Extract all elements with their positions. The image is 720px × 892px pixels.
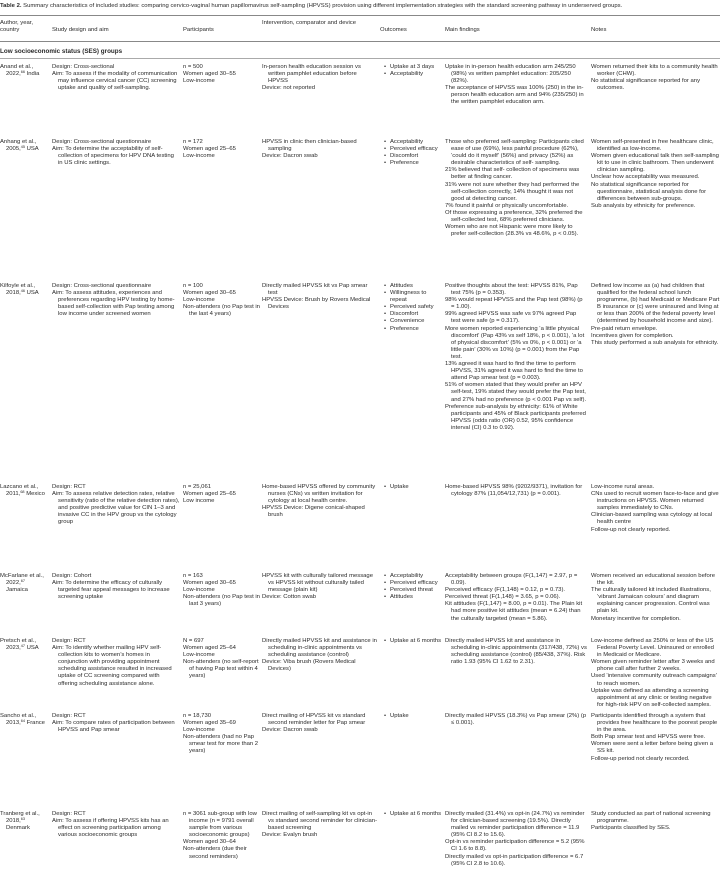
main-findings-cell [445,573,587,623]
main-findings-item: Home-based HPVSS 98% (9202/9371), invitation for cytology 87% (11,054/12,731) (p = 0.001). [445,484,583,498]
outcomes-item: • Preference [380,160,442,167]
main-findings-cell [445,283,587,432]
intervention-item: Directly mailed HPVSS kit vs Pap smear test [262,283,368,297]
participants-item: Non-attenders (no Pap test in last 3 years) [183,594,260,608]
notes-item: Defined low income as (a) had children that qualified for the federal school lunch programme, (b) had Medicaid or Medicare Part B insurance or (c) were uninsured and living at or less than 200% of the federal poverty level (determined by household income and size). [591,283,720,325]
intervention-cell [262,573,378,601]
participants-item: n = 172 [183,139,203,145]
participants-item: Women aged 30–65 [183,290,236,297]
author-cell [0,283,48,297]
author-citation [0,638,48,652]
outcomes-item: • Convenience [380,318,442,325]
participants-item: Low-income [183,153,215,160]
header-design: Study design and aim [52,27,109,33]
intervention-cell [262,811,378,839]
study-design-item: Aim: To assess if offering HPVSS kits has an effect on screening participation among various socioeconomic groups [52,818,169,839]
author-country: France [26,720,45,727]
header-author: Author, year, country [0,20,34,34]
table-row [0,484,720,534]
notes-cell [591,811,720,832]
participants-cell [183,283,261,318]
main-findings-item: Women who are not Hispanic were more likely to prefer self-collection (28.3% vs 48.6%, p < 0.05). [445,224,579,238]
study-design-item: Design: RCT [52,484,86,490]
author-cell [0,811,48,832]
outcomes-item: • Acceptability [380,139,442,146]
intervention-cell [262,638,378,673]
notes-item: Women returned their kits to a community health worker (CHW). [591,64,718,78]
main-findings-item: Directly mailed (31.4%) vs opt-in (24.7%) vs reminder for clinician-based screening (19.5%). Directly mailed vs reminder participation difference = 11.9 (95% CI 8.2 to 15.6). [445,811,585,839]
participants-item: Low-income [183,297,215,304]
author-country: Mexico [26,491,45,498]
participants-item: Low-income [183,78,215,85]
study-design-item: Design: Cross-sectional [52,64,115,70]
outcomes-item: • Discomfort [380,153,442,160]
main-findings-item: 13% agreed it was hard to find the time to perform HPVSS, 31% agreed it was hard to find the time to attend Pap smear test (p = 0.003). [445,361,583,382]
outcomes-item: • Perceived threat [380,587,442,594]
author-name: McFarlane et al., 2022, [0,573,44,587]
outcomes-cell [380,638,442,645]
participants-item: Women aged 25–64 [183,645,236,652]
main-findings-cell [445,713,587,727]
study-design-item: Design: RCT [52,713,86,719]
notes-item: No statistical significance reported for any outcomes. [591,78,701,92]
main-findings-item: Opt-in vs reminder participation difference = 5.2 (95% CI 1.6 to 8.8). [445,839,585,853]
main-findings-item: Kit attitudes (F(1,147) = 8.00, p = 0.01). The Plain kit had more positive kit attitudes (mean = 6.24) than the culturally targeted (mean = 5.86). [445,601,583,622]
notes-item: Women given reminder letter after 3 weeks and phone call after further 2 weeks. [591,659,715,673]
participants-cell [183,64,261,85]
outcomes-cell [380,64,442,78]
notes-cell [591,713,720,763]
notes-item: The culturally tailored kit included illustrations, ‘vibrant Jamaican colours’ and diagram explaining cancer progression. Control was plain kit. [591,587,711,615]
table-row [0,713,720,763]
intervention-item: In-person health education session vs written pamphlet education before HPVSS [262,64,361,85]
intervention-item: HPVSS in clinic then clinician-based sampling [262,139,357,153]
outcomes-item: • Uptake [380,713,442,720]
author-name: Anand et al., 2022, [0,64,34,78]
outcomes-cell [380,573,442,601]
notes-cell [591,283,720,347]
participants-item: Non-attenders (had no Pap smear test for more than 2 years) [183,734,259,755]
notes-item: Women received an educational session before the kit. [591,573,715,587]
study-design-item: Aim: To assess if the modality of communication may influence cervical cancer (CC) screening uptake and quality of self-sampling. [52,71,178,92]
notes-item: Follow-up period not clearly recorded. [591,755,690,762]
author-cell [0,713,48,727]
study-design-item: Design: Cross-sectional questionnaire [52,283,152,289]
header-intervention: Intervention, comparator and device [262,20,356,26]
main-findings-item: Acceptability between groups (F(1,147) = 2.97, p = 0.09). [445,573,578,587]
reference-number: 46 [20,289,25,294]
participants-item: Women aged 25–65 [183,146,236,153]
study-design-cell [52,64,180,92]
author-country: USA [26,290,39,297]
header-findings: Main findings [445,27,480,33]
author-country: USA [26,146,39,153]
outcomes-item: • Uptake at 6 months [380,811,442,818]
author-citation [0,811,48,832]
study-design-item: Design: RCT [52,638,86,644]
outcomes-item: • Preference [380,326,442,333]
study-design-item: Aim: To determine the efficacy of culturally targeted fear appeal messages to increase screening uptake [52,580,170,601]
main-findings-item: More women reported experiencing ‘a little physical discomfort’ (Pap 43% vs self 18%, p < 0.001), ‘a lot of physical discomfort’ (5% vs 0%, p < 0.001) or ‘a little pain’ (30% vs 10%) (p = 0.001) from the Pap test. [445,325,585,360]
table-caption [0,3,720,10]
reference-number: 47 [20,644,25,649]
author-name: Tranberg et al., 2018, [0,811,40,825]
section-rule [0,58,720,59]
author-citation [0,64,48,78]
intervention-item: HPVSS Device: Digene conical-shaped brush [262,505,365,519]
main-findings-cell [445,811,587,868]
study-design-item: Aim: To assess attitudes, experiences and preferences regarding HPV testing by home-based self-collection with Pap testing among low income under screened women [52,290,175,318]
main-findings-item: Of those expressing a preference, 32% preferred the self-collected test, 68% preferred clinicians. [445,209,583,224]
participants-item: Low-income [183,652,215,659]
participants-cell [183,139,261,160]
intervention-item: Home-based HPVSS offered by community nurses (CNs) vs written invitation for cytology at local health centre. [262,484,376,505]
reference-number: 45 [20,145,25,150]
study-design-cell [52,713,180,734]
main-findings-item: Directly mailed vs opt-in participation difference = 6.7 (95% CI 2.8 to 10.6). [445,853,584,867]
intervention-item: Device: Dacron swab [262,153,318,160]
participants-item: n = 3061 sub-group with low income (n = 9791 overall sample from various socioeconomic groups) [183,811,257,839]
intervention-cell [262,139,378,160]
outcomes-item: • Acceptability [380,573,442,580]
intervention-item: HPVSS kit with culturally tailored message vs HPVSS kit without culturally tailed message (plain kit) [262,573,373,594]
intervention-item: Device: Dacron swab [262,727,318,734]
participants-cell [183,811,261,861]
outcomes-item: • Discomfort [380,311,442,318]
study-design-item: Design: RCT [52,811,86,817]
intervention-item: Device: Cotton swab [262,594,317,601]
author-citation [0,139,48,153]
notes-item: Women given educational talk then self-sampling kit to use in clinic bathroom. Then underwent clinician sampling. [591,153,719,174]
header-outcomes: Outcomes [380,27,407,33]
study-design-item: Aim: To determine the acceptability of self-collection of specimens for HPV DNA testing in US clinic settings. [52,146,174,167]
author-cell [0,573,48,594]
notes-item: Pre-paid return envelope. [591,325,658,332]
reference-number: 66 [20,70,25,75]
participants-item: Women aged 30–64 [183,839,236,846]
main-findings-item: Positive thoughts about the test: HPVSS 81%, Pap test 75% (p = 0.353). [445,283,578,297]
main-findings-cell [445,64,587,107]
notes-item: Low-income rural areas. [591,484,655,490]
participants-item: Women aged 35–69 [183,720,236,727]
study-design-cell [52,811,180,839]
notes-item: Both Pap smear test and HPVSS were free. [591,734,706,741]
reference-number: 64 [20,719,25,724]
intervention-item: Device: Evalyn brush [262,832,318,839]
study-design-item: Design: Cohort [52,573,92,579]
main-findings-item: 7% found it painful or physically uncomfortable. [445,202,569,209]
participants-item: n = 25,061 [183,484,212,490]
notes-item: Uptake was defined as attending a screening appointment at any clinic or testing negative for high-risk HPV on self-collected samples. [591,687,712,708]
header-participants: Participants [183,27,214,33]
intervention-item: HPVSS Device: Brush by Rovers Medical Devices [262,297,371,311]
table-row [0,811,720,868]
participants-item: Non-attenders (no self-report of having Pap test within 4 years) [183,659,259,680]
notes-item: Participants identified through a system that provides free healthcare to the poorest people in the area. [591,713,718,734]
study-design-cell [52,139,180,167]
notes-cell [591,139,720,210]
author-country: India [26,71,40,78]
outcomes-item: • Willingness to repeat [380,290,442,304]
notes-item: Clinician-based sampling was cytology at local health centre [591,512,713,526]
study-design-cell [52,573,180,601]
table-row [0,283,720,432]
author-citation [0,283,48,297]
intervention-cell [262,283,378,311]
outcomes-item: • Attitudes [380,283,442,290]
notes-item: Study conducted as part of national screening programme. [591,811,711,825]
participants-item: N = 697 [183,638,204,644]
outcomes-item: • Acceptability [380,71,442,78]
author-name: Sancho et al., 2013, [0,713,37,727]
table-row [0,638,720,709]
study-design-item: Aim: To identify whether mailing HPV self-collection kits to women’s homes in conjunction with providing appointment scheduling assistance resulted in increased uptake of CC screening compared with offering scheduling assistance alone. [52,645,172,687]
study-design-item: Aim: To compare rates of participation between HPVSS and Pap smear [52,720,175,734]
header-notes: Notes [591,27,607,33]
notes-cell [591,484,720,534]
author-name: Anhang et al., 2005, [0,139,37,153]
header-rule [0,41,720,42]
notes-item: Women self-presented in free healthcare clinic, identified as low-income. [591,139,714,153]
table-title: Summary characteristics of included studies: comparing cervico-vaginal human papillomavirus self-sampling (HPVSS) provision using different implementation strategies with the standard screening pathway in underserved groups. [23,3,623,9]
outcomes-item: • Perceived efficacy [380,146,442,153]
intervention-cell [262,484,378,519]
author-citation [0,713,48,727]
study-design-cell [52,283,180,318]
main-findings-item: Directly mailed HPVSS (18.3%) vs Pap smear (2%) (p ≤ 0.001). [445,713,587,727]
participants-item: Women aged 25–65 [183,491,236,498]
reference-number: 68 [20,490,25,495]
notes-cell [591,64,720,92]
author-country: Denmark [6,825,30,832]
author-country: USA [26,645,39,652]
intervention-item: Direct mailing of HPVSS kit vs standard second reminder letter for Pap smear [262,713,366,727]
author-name: Pretsch et al., 2023, [0,638,37,652]
participants-item: n = 500 [183,64,203,70]
main-findings-item: 31% were not sure whether they had performed the self-collection correctly, 14% thought it was not good at detecting cancer. [445,181,580,202]
main-findings-item: 99% agreed HPVSS was safe vs 97% agreed Pap test were safe (p = 0.317). [445,311,577,325]
main-findings-item: 51% of women stated that they would prefer an HPV self-test, 19% stated they would prefer the Pap test, and 27% had no preference (p < 0.001 Pap vs self). [445,382,587,403]
main-findings-item: Uptake in in-person health education arm 245/250 (98%) vs written pamphlet education: 205/250 (82%). [445,64,576,85]
participants-cell [183,573,261,608]
intervention-item: Device: not reported [262,85,316,92]
author-cell [0,484,48,498]
table-row [0,139,720,238]
outcomes-item: • Perceived safety [380,304,442,311]
intervention-cell [262,713,378,734]
main-findings-cell [445,638,587,666]
study-design-item: Aim: To assess relative detection rates, relative sensitivity (ratio of the relative detection rates), and positive predictive value for CIN 1–3 and invasive CC in the HPV group vs the cytology group [52,491,180,526]
notes-item: Women were sent a letter before being given a SS kit. [591,741,714,755]
notes-item: No statistical significance reported for questionnaire, statistical analysis done for differences between sub-groups. [591,181,707,202]
intervention-item: Directly mailed HPVSS kit and assistance in scheduling in-clinic appointments vs scheduling assistance (control) [262,638,377,659]
study-design-cell [52,484,180,527]
notes-item: CNs used to recruit women face-to-face and give instructions on HPVSS. Women returned samples immediately to CNs. [591,491,719,512]
participants-item: Non-attenders (no Pap test in the last 4 years) [183,304,260,318]
outcomes-cell [380,811,442,818]
outcomes-cell [380,713,442,720]
notes-item: Sub analysis by ethnicity for preference. [591,202,696,209]
study-design-item: Design: Cross-sectional questionnaire [52,139,152,145]
intervention-cell [262,64,378,92]
notes-item: Incentives given for completion. [591,332,674,339]
intervention-item: Device: Viba brush (Rovers Medical Devices) [262,659,356,673]
participants-item: n = 18,730 [183,713,212,719]
reference-number: 63 [20,817,25,822]
participants-item: Low income [183,498,215,505]
participants-item: Non-attenders (due their second reminders) [183,846,247,860]
main-findings-item: The acceptance of HPVSS was 100% (250) in the in-person health education arm and 94% (235/250) in the written pamphlet education arm. [445,85,584,106]
intervention-item: Direct mailing of self-sampling kit vs opt-in vs standard second reminder for clinician-based screening [262,811,378,832]
participants-item: Women aged 30–55 [183,71,236,78]
notes-item: Low-income defined as 250% or less of the US Federal Poverty Level. Uninsured or enrolled in Medicaid or Medicare. [591,638,714,659]
outcomes-cell [380,139,442,167]
author-country: Jamaica [6,587,28,594]
notes-cell [591,638,720,709]
outcomes-item: • Attitudes [380,594,442,601]
outcomes-item: • Uptake at 6 months [380,638,442,645]
reference-number: 67 [20,579,25,584]
participants-item: n = 100 [183,283,203,289]
author-citation [0,484,48,498]
author-cell [0,638,48,652]
outcomes-item: • Uptake at 3 days [380,64,442,71]
main-findings-item: Perceived threat (F(1,148) = 3.65, p = 0.06). [445,594,561,601]
participants-item: n = 163 [183,573,203,579]
participants-item: Low-income [183,727,215,734]
author-cell [0,64,48,78]
author-citation [0,573,48,594]
participants-item: Women aged 30–65 [183,580,236,587]
notes-item: Unclear how acceptability was measured. [591,174,700,181]
notes-item: Used ‘intensive community outreach campaigns’ to reach women. [591,673,717,687]
outcomes-cell [380,283,442,333]
section-heading: Low socioeconomic status (SES) groups [0,48,123,55]
author-name: Kilfoyle et al., 2018, [0,283,36,297]
notes-item: Participants classified by SES. [591,825,671,832]
notes-item: Follow-up not clearly reported. [591,526,671,533]
main-findings-cell [445,484,587,498]
table-row [0,573,720,623]
main-findings-item: Directly mailed HPVSS kit and assistance in scheduling in-clinic appointments (317/438, 72%) vs scheduling assistance (control) (85/438, 37%). Risk ratio 1.93 (95% CI 1.62 to 2.31). [445,638,587,666]
top-rule [0,15,720,16]
table-label: Table 2. [0,3,22,9]
main-findings-item: Those who preferred self-sampling: Participants cited ease of use (69%), less painful procedure (62%), ‘could do it myself’ (56%) and privacy (52%) as desirable characteristics of self- sampling. [445,139,584,167]
outcomes-cell [380,484,442,491]
author-name: Lazcano et al., 2011, [0,484,39,498]
notes-item: This study performed a sub analysis for ethnicity. [591,339,719,346]
main-findings-item: 98% would repeat HPVSS and the Pap test (98%) (p = 1.00). [445,297,583,311]
main-findings-cell [445,139,587,238]
participants-cell [183,713,261,756]
participants-cell [183,484,261,505]
participants-item: Low-income [183,587,215,594]
main-findings-item: Perceived efficacy (F(1,148) = 0.12, p = 0.73). [445,587,566,594]
main-findings-item: 21% believed that self- collection of specimens was better at finding cancer. [445,167,580,181]
outcomes-item: • Perceived efficacy [380,580,442,587]
participants-cell [183,638,261,681]
study-design-cell [52,638,180,688]
notes-cell [591,573,720,623]
main-findings-item: Preference sub-analysis by ethnicity: 61% of White participants and 45% of Black participants preferred HPVSS (odds ratio (OR) 0.52, 95% confidence interval (CI) 0.3 to 0.92). [445,403,586,431]
outcomes-item: • Uptake [380,484,442,491]
table-row [0,64,720,107]
notes-item: Monetary incentive for completion. [591,615,681,622]
author-cell [0,139,48,153]
